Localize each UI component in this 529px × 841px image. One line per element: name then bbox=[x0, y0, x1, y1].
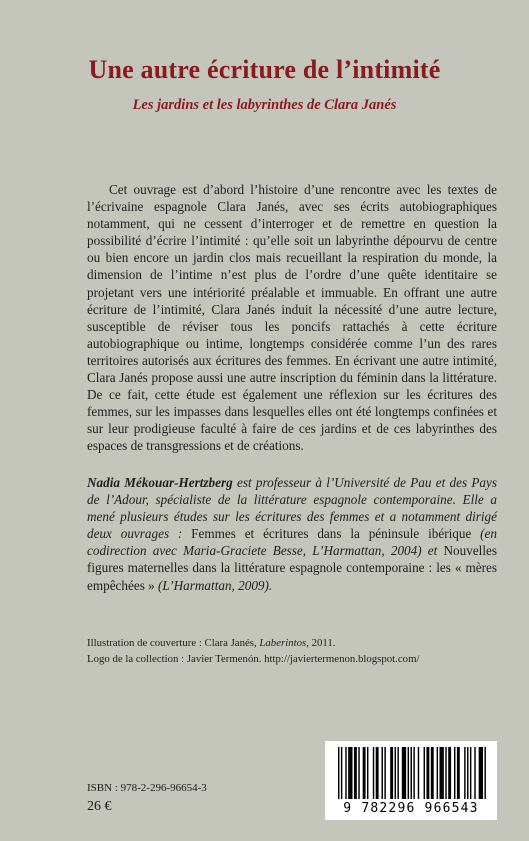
illustration-credit-suffix: , 2011. bbox=[306, 637, 336, 649]
back-cover-abstract: Cet ouvrage est d’abord l’histoire d’une rencontre avec les textes de l’écrivaine espagnole Clara Janés, avec ses écrits autobiographiques notamment, qui ne cessent d’interroger et de remettre en question la possibilité d’écrire l’intimité : qu’elle soit un labyrinthe dépourvu de centre ou bien encore un jardin clos mais recueillant la respiration du monde, la dimension de l’intime n’est plus de l’ordre d’une quête identitaire se projetant vers une intériorité préalable et immuable. En offrant une autre écriture de l’intimité, Clara Janés induit la nécessité d’une autre lecture, susceptible de réviser tous les poncifs rattachés à cette écriture autobiographique ou intime, longtemps considérée comme l’un des rares territoires autorisés aux écritures des femmes. En écrivant une autre intimité, Clara Janés propose aussi une autre inscription du féminin dans la littérature. De ce fait, cette étude est également une réflexion sur les écritures des femmes, sur les impasses dans lesquelles elles ont été longtemps confinées et sur leur prodigieuse faculté à faire de ces jardins et de ces labyrinthes des espaces de transgressions et de créations. bbox=[87, 182, 497, 454]
illustration-credit-prefix: Illustration de couverture : Clara Janés, bbox=[87, 637, 260, 649]
bio-book-1-note: (en codirection avec Maria-Graciete Besse, L’Harmattan, 2004) et bbox=[87, 526, 497, 559]
price: 26 € bbox=[87, 799, 112, 814]
barcode bbox=[325, 741, 497, 820]
bio-intro: est professeur à l’Université de Pau et des Pays de l’Adour, spécialiste de la littérature espagnole contemporaine. Elle a mené plusieurs études sur les écritures des femmes et a notamment dirigé deux ouvrages : bbox=[87, 475, 498, 542]
illustration-credit bbox=[87, 635, 507, 651]
book-title: Une autre écriture de l’intimité bbox=[88, 55, 441, 84]
logo-credit: Logo de la collection : Javier Termenón. http://javiertermenon.blogspot.com/ bbox=[87, 653, 420, 665]
credits bbox=[87, 635, 507, 667]
barcode-digits: 9 782296 966543 bbox=[343, 801, 479, 816]
bio-book-2-note: (L’Harmattan, 2009). bbox=[154, 577, 273, 593]
bio-book-2: Nouvelles figures maternelles dans la littérature espagnole contemporaine : les « mères empêchées » bbox=[87, 543, 497, 593]
bio-book-1: Femmes et écritures dans la péninsule ibérique bbox=[191, 526, 472, 542]
book-subtitle: Les jardins et les labyrinthes de Clara Janés bbox=[132, 97, 397, 113]
author-name: Nadia Mékouar-Hertzberg bbox=[87, 475, 233, 490]
author-bio bbox=[87, 474, 497, 594]
illustration-work-title: Laberintos bbox=[259, 637, 307, 649]
isbn: ISBN : 978-2-296-96654-3 bbox=[87, 782, 207, 794]
